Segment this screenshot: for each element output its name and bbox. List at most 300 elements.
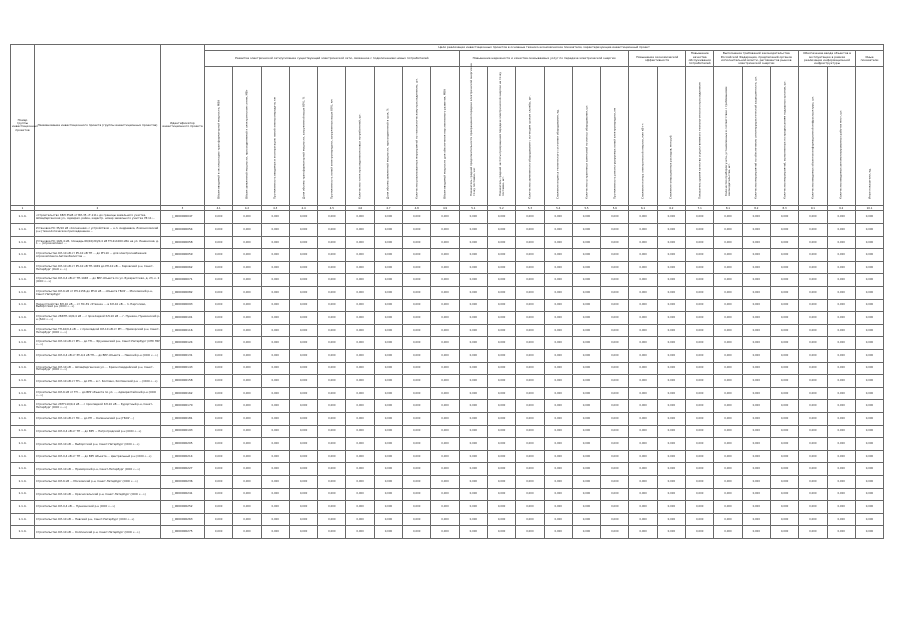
row-value-cell: 0,000: [714, 312, 742, 325]
row-value-cell: 0,000: [544, 387, 572, 400]
column-number: 1: [11, 206, 35, 211]
row-value-cell: 0,000: [346, 274, 374, 287]
row-value-cell: 0,000: [629, 274, 657, 287]
group-header: Обеспечение ввода объектов в эксплуатацию в рамках реализации информационной инфраструктуры: [799, 51, 856, 67]
row-value-cell: 0,000: [770, 375, 798, 388]
row-value-cell: 0,000: [403, 450, 431, 463]
row-value-cell: 0,000: [601, 249, 629, 262]
group-header: Развитие электрической сети/усиление существующей электрической сети, связанное с подключением новых потребителей: [205, 51, 460, 67]
row-project-id: J_0000000227: [161, 463, 205, 476]
row-value-cell: 0,000: [799, 438, 827, 451]
indicator-header: [629, 67, 657, 206]
row-value-cell: 0,000: [431, 513, 459, 526]
row-value-cell: 0,000: [261, 261, 289, 274]
row-value-cell: 0,000: [827, 337, 855, 350]
column-number: 5.4: [544, 206, 572, 211]
row-value-cell: 0,000: [770, 463, 798, 476]
row-project-name: Строительство КЛ-0,4 кВ от ТП-1048 ... до ВРУ объекта по ул. Бухарестская, д. 23, к. 2 (ООО «...»): [35, 274, 161, 287]
row-value-cell: 0,000: [374, 501, 402, 514]
row-value-cell: 0,000: [431, 324, 459, 337]
row-value-cell: 0,000: [544, 249, 572, 262]
row-value-cell: 0,000: [374, 387, 402, 400]
row-value-cell: 0,000: [431, 475, 459, 488]
row-value-cell: 0,000: [799, 375, 827, 388]
row-group-number: 1.1.4.: [11, 400, 35, 413]
row-project-name: Строительство КЛ-10 кВ ... Колпинский р-н, Санкт-Петербург (ООО «...»): [35, 526, 161, 539]
group-header: Иные показатели: [855, 51, 883, 67]
row-value-cell: 0,000: [487, 249, 515, 262]
row-value-cell: 0,000: [572, 400, 600, 413]
row-value-cell: 0,000: [657, 324, 685, 337]
row-value-cell: 0,000: [233, 324, 261, 337]
row-value-cell: 0,000: [827, 261, 855, 274]
row-project-id: J_0000000058: [161, 236, 205, 249]
row-value-cell: 0,000: [459, 324, 487, 337]
row-value-cell: 0,000: [686, 375, 714, 388]
row-value-cell: 0,000: [714, 249, 742, 262]
row-value-cell: 0,000: [601, 350, 629, 363]
row-value-cell: 0,000: [799, 337, 827, 350]
row-value-cell: 0,000: [657, 387, 685, 400]
row-value-cell: 0,000: [686, 438, 714, 451]
row-value-cell: 0,000: [686, 501, 714, 514]
row-value-cell: 0,000: [516, 287, 544, 300]
row-project-name: Строительство КЛ-10 кВ от РУ-10 кВ ТП ... до РП-10 ... для электроснабжения Агрокомплекса Автомобилистов ...: [35, 249, 161, 262]
row-value-cell: 0,000: [601, 463, 629, 476]
row-value-cell: 0,000: [346, 425, 374, 438]
row-group-number: 1.1.4.: [11, 236, 35, 249]
row-value-cell: 0,000: [205, 312, 233, 325]
row-value-cell: 0,000: [714, 526, 742, 539]
row-value-cell: 0,000: [205, 224, 233, 237]
row-value-cell: 0,000: [431, 287, 459, 300]
row-value-cell: 0,000: [487, 412, 515, 425]
row-value-cell: 0,000: [855, 299, 883, 312]
top-header: Цели реализации инвестиционных проектов в основные технико-экономические показатели, характеризующие инвестиционный проект: [205, 45, 884, 51]
row-value-cell: 0,000: [374, 526, 402, 539]
row-value-cell: 0,000: [374, 475, 402, 488]
row-value-cell: 0,000: [714, 387, 742, 400]
row-group-number: 1.1.4.: [11, 362, 35, 375]
row-value-cell: 0,000: [799, 261, 827, 274]
row-value-cell: 0,000: [233, 450, 261, 463]
indicator-header: [657, 67, 685, 206]
row-value-cell: 0,000: [544, 274, 572, 287]
column-number: 8.3: [770, 206, 798, 211]
row-value-cell: 0,000: [318, 526, 346, 539]
row-value-cell: 0,000: [431, 412, 459, 425]
row-value-cell: 0,000: [205, 513, 233, 526]
row-value-cell: 0,000: [261, 224, 289, 237]
row-value-cell: 0,000: [629, 438, 657, 451]
row-value-cell: 0,000: [431, 450, 459, 463]
row-value-cell: 0,000: [657, 236, 685, 249]
row-value-cell: 0,000: [318, 249, 346, 262]
row-value-cell: 0,000: [431, 211, 459, 224]
row-value-cell: 0,000: [516, 350, 544, 363]
row-value-cell: 0,000: [742, 362, 770, 375]
row-value-cell: 0,000: [799, 526, 827, 539]
row-group-number: 1.1.4.: [11, 438, 35, 451]
row-value-cell: 0,000: [318, 463, 346, 476]
row-value-cell: 0,000: [686, 450, 714, 463]
row-value-cell: 0,000: [346, 438, 374, 451]
row-value-cell: 0,000: [827, 350, 855, 363]
row-value-cell: 0,000: [516, 299, 544, 312]
row-value-cell: 0,000: [261, 425, 289, 438]
row-value-cell: 0,000: [205, 299, 233, 312]
row-value-cell: 0,000: [629, 488, 657, 501]
row-value-cell: 0,000: [374, 211, 402, 224]
row-value-cell: 0,000: [403, 337, 431, 350]
row-value-cell: 0,000: [516, 400, 544, 413]
row-value-cell: 0,000: [601, 236, 629, 249]
column-number: 5.3: [516, 206, 544, 211]
row-value-cell: 0,000: [374, 337, 402, 350]
indicator-header-text: Протяженность вводимых в эксплуатацию линий электропередачи, км: [272, 97, 277, 200]
row-value-cell: 0,000: [205, 488, 233, 501]
row-value-cell: 0,000: [799, 513, 827, 526]
row-value-cell: 0,000: [855, 501, 883, 514]
row-value-cell: 0,000: [205, 400, 233, 413]
row-value-cell: 0,000: [629, 362, 657, 375]
row-value-cell: 0,000: [516, 488, 544, 501]
row-value-cell: 0,000: [346, 375, 374, 388]
row-value-cell: 0,000: [742, 526, 770, 539]
row-value-cell: 0,000: [431, 261, 459, 274]
row-value-cell: 0,000: [374, 463, 402, 476]
row-value-cell: 0,000: [572, 249, 600, 262]
row-value-cell: 0,000: [289, 425, 317, 438]
row-value-cell: 0,000: [799, 387, 827, 400]
row-value-cell: 0,000: [742, 211, 770, 224]
row-value-cell: 0,000: [261, 488, 289, 501]
row-value-cell: 0,000: [374, 400, 402, 413]
row-value-cell: 0,000: [261, 375, 289, 388]
row-value-cell: 0,000: [318, 375, 346, 388]
row-value-cell: 0,000: [770, 526, 798, 539]
row-value-cell: 0,000: [289, 463, 317, 476]
row-value-cell: 0,000: [459, 249, 487, 262]
row-group-number: 1.1.4.: [11, 324, 35, 337]
row-value-cell: 0,000: [289, 400, 317, 413]
row-group-number: 1.1.4.: [11, 450, 35, 463]
table-row: [11, 350, 884, 363]
row-value-cell: 0,000: [714, 324, 742, 337]
row-value-cell: 0,000: [799, 488, 827, 501]
row-project-name: Строительство КЛ-6 кВ от ТП ... до ВРУ объекта по ул. ..., Адмиралтейский р-н (ООО «...»): [35, 387, 161, 400]
row-value-cell: 0,000: [346, 463, 374, 476]
indicator-header-text: Показатель средней частоты прекращения передачи электрической энергии на точку поставки, шт.: [497, 72, 505, 197]
row-value-cell: 0,000: [601, 412, 629, 425]
row-value-cell: 0,000: [487, 425, 515, 438]
table-row: [11, 526, 884, 539]
group-header: Повышение надежности и качества оказываемых услуг по передаче электрической энергии: [459, 51, 629, 67]
indicator-header-text: Количество устраненных замечаний по износу оборудования, шт.: [583, 104, 588, 200]
row-value-cell: 0,000: [516, 438, 544, 451]
row-value-cell: 0,000: [346, 299, 374, 312]
row-value-cell: 0,000: [572, 526, 600, 539]
indicator-header-text: Иные показатели, ед.: [866, 168, 871, 200]
row-value-cell: 0,000: [374, 425, 402, 438]
row-value-cell: 0,000: [346, 249, 374, 262]
row-project-id: J_0000000059: [161, 249, 205, 262]
row-value-cell: 0,000: [346, 312, 374, 325]
indicator-header-text: Снижение индекса технического состояния оборудования, ед.: [555, 109, 560, 200]
table-row: [11, 400, 884, 413]
table-row: [11, 513, 884, 526]
column-number: 5.2: [487, 206, 515, 211]
row-value-cell: 0,000: [657, 526, 685, 539]
row-value-cell: 0,000: [601, 501, 629, 514]
row-value-cell: 0,000: [516, 312, 544, 325]
row-value-cell: 0,000: [827, 249, 855, 262]
row-value-cell: 0,000: [544, 261, 572, 274]
row-value-cell: 0,000: [686, 324, 714, 337]
row-value-cell: 0,000: [318, 475, 346, 488]
row-value-cell: 0,000: [289, 513, 317, 526]
row-value-cell: 0,000: [233, 438, 261, 451]
row-value-cell: 0,000: [827, 375, 855, 388]
row-value-cell: 0,000: [318, 425, 346, 438]
row-value-cell: 0,000: [572, 387, 600, 400]
row-group-number: 1.1.4.: [11, 526, 35, 539]
row-value-cell: 0,000: [601, 324, 629, 337]
row-value-cell: 0,000: [827, 463, 855, 476]
row-project-name: Строительство ТП-10/0,4 кВ ... с прокладкой КЛ-10 кВ от РП ... Приморский р-н, Санкт-Петербург (ООО «...»): [35, 324, 161, 337]
row-value-cell: 0,000: [289, 211, 317, 224]
row-project-id: J_0000000170: [161, 400, 205, 413]
row-value-cell: 0,000: [431, 362, 459, 375]
row-value-cell: 0,000: [487, 236, 515, 249]
row-value-cell: 0,000: [459, 412, 487, 425]
column-number: 4.8: [403, 206, 431, 211]
row-value-cell: 0,000: [544, 438, 572, 451]
row-value-cell: 0,000: [487, 224, 515, 237]
row-value-cell: 0,000: [516, 249, 544, 262]
row-value-cell: 0,000: [657, 400, 685, 413]
row-value-cell: 0,000: [289, 224, 317, 237]
column-number: 4.7: [374, 206, 402, 211]
row-value-cell: 0,000: [233, 526, 261, 539]
row-value-cell: 0,000: [261, 287, 289, 300]
row-value-cell: 0,000: [403, 324, 431, 337]
indicator-header-text: Протяженность линий электропередачи, загруженных выше 80%, км: [329, 99, 334, 200]
row-value-cell: 0,000: [601, 513, 629, 526]
table-row: [11, 438, 884, 451]
row-value-cell: 0,000: [742, 274, 770, 287]
row-value-cell: 0,000: [346, 400, 374, 413]
row-value-cell: 0,000: [629, 312, 657, 325]
row-value-cell: 0,000: [233, 211, 261, 224]
row-value-cell: 0,000: [289, 501, 317, 514]
row-project-name: Строительство КЛ-10 кВ от РП-... до ТП-... Фрунзенский р-н, Санкт-Петербург (СПб ГБУ «...»): [35, 337, 161, 350]
row-value-cell: 0,000: [799, 463, 827, 476]
table-row: [11, 249, 884, 262]
row-value-cell: 0,000: [855, 375, 883, 388]
row-value-cell: 0,000: [403, 438, 431, 451]
row-value-cell: 0,000: [318, 312, 346, 325]
row-value-cell: 0,000: [261, 463, 289, 476]
row-value-cell: 0,000: [318, 287, 346, 300]
row-value-cell: 0,000: [233, 312, 261, 325]
row-value-cell: 0,000: [289, 312, 317, 325]
row-value-cell: 0,000: [289, 475, 317, 488]
row-value-cell: 0,000: [205, 412, 233, 425]
row-project-id: J_0000000071: [161, 274, 205, 287]
row-value-cell: 0,000: [629, 287, 657, 300]
row-value-cell: 0,000: [346, 224, 374, 237]
row-value-cell: 0,000: [572, 350, 600, 363]
row-value-cell: 0,000: [827, 362, 855, 375]
row-value-cell: 0,000: [686, 488, 714, 501]
row-value-cell: 0,000: [403, 513, 431, 526]
indicator-header: [403, 67, 431, 206]
row-value-cell: 0,000: [459, 475, 487, 488]
row-value-cell: 0,000: [601, 362, 629, 375]
indicator-header-text: Количество вводимых объектов информационной инфраструктуры, шт.: [810, 96, 815, 200]
indicator-header-text: Объем вводимой мощности для обеспечения перспективного развития, МВА: [442, 89, 447, 200]
row-project-id: J_0000000214: [161, 450, 205, 463]
row-value-cell: 0,000: [629, 249, 657, 262]
column-number: 9.2: [827, 206, 855, 211]
row-value-cell: 0,000: [544, 299, 572, 312]
row-project-id: J_0000000143: [161, 362, 205, 375]
row-group-number: 1.1.4.: [11, 488, 35, 501]
row-value-cell: 0,000: [233, 375, 261, 388]
row-value-cell: 0,000: [572, 513, 600, 526]
indicator-header-text: Доля объема трансформаторной мощности, загруженной выше 80%, %: [300, 97, 305, 200]
row-project-id: J_0000000131: [161, 350, 205, 363]
row-value-cell: 0,000: [742, 513, 770, 526]
row-value-cell: 0,000: [770, 287, 798, 300]
indicator-header: [459, 63, 487, 206]
row-value-cell: 0,000: [686, 312, 714, 325]
row-value-cell: 0,000: [601, 475, 629, 488]
row-value-cell: 0,000: [233, 513, 261, 526]
row-project-name: Строительство КЛ-0,4 кВ от РУ-0,4 кВ ТП-... до ВРУ объекта ... Невский р-н (ООО «...»): [35, 350, 161, 363]
row-value-cell: 0,000: [742, 501, 770, 514]
row-value-cell: 0,000: [205, 274, 233, 287]
row-value-cell: 0,000: [516, 501, 544, 514]
row-value-cell: 0,000: [657, 312, 685, 325]
row-value-cell: 0,000: [289, 375, 317, 388]
row-group-number: 1.1.4.: [11, 350, 35, 363]
row-group-number: 1.1.4.: [11, 312, 35, 325]
row-value-cell: 0,000: [289, 450, 317, 463]
row-value-cell: 0,000: [770, 337, 798, 350]
row-value-cell: 0,000: [657, 463, 685, 476]
row-value-cell: 0,000: [431, 387, 459, 400]
row-value-cell: 0,000: [770, 249, 798, 262]
row-value-cell: 0,000: [799, 362, 827, 375]
indicator-header: [205, 67, 233, 206]
row-value-cell: 0,000: [770, 362, 798, 375]
row-value-cell: 0,000: [459, 513, 487, 526]
row-value-cell: 0,000: [855, 324, 883, 337]
row-value-cell: 0,000: [572, 224, 600, 237]
indicator-header: [572, 67, 600, 206]
row-value-cell: 0,000: [318, 337, 346, 350]
row-value-cell: 0,000: [770, 438, 798, 451]
indicator-header: [289, 67, 317, 206]
row-value-cell: 0,000: [544, 475, 572, 488]
table-row: [11, 261, 884, 274]
row-value-cell: 0,000: [799, 400, 827, 413]
column-number: 9.1: [799, 206, 827, 211]
indicator-header-text: Количество приборов учета, установленных в соответствии с требованиями законодательства, шт.: [723, 86, 731, 197]
row-value-cell: 0,000: [714, 412, 742, 425]
row-value-cell: 0,000: [403, 501, 431, 514]
row-value-cell: 0,000: [431, 299, 459, 312]
row-value-cell: 0,000: [205, 526, 233, 539]
row-value-cell: 0,000: [289, 249, 317, 262]
row-project-name: Строительство КЛ-10 кВ от ПС ... до РП ... Калининский р-н (ГБОУ ...): [35, 412, 161, 425]
row-value-cell: 0,000: [318, 488, 346, 501]
group-header: Повышение качества обслуживания потребителей: [686, 51, 714, 67]
row-group-number: 1.1.4.: [11, 211, 35, 224]
row-value-cell: 0,000: [770, 501, 798, 514]
indicator-header: [770, 67, 798, 206]
row-value-cell: 0,000: [289, 350, 317, 363]
column-number: 4.3: [261, 206, 289, 211]
row-value-cell: 0,000: [742, 387, 770, 400]
table-row: [11, 274, 884, 287]
row-value-cell: 0,000: [657, 299, 685, 312]
row-value-cell: 0,000: [487, 375, 515, 388]
row-value-cell: 0,000: [233, 475, 261, 488]
row-project-id: J_0000000193: [161, 425, 205, 438]
row-value-cell: 0,000: [346, 261, 374, 274]
row-value-cell: 0,000: [233, 287, 261, 300]
row-value-cell: 0,000: [544, 400, 572, 413]
row-value-cell: 0,000: [403, 350, 431, 363]
row-value-cell: 0,000: [403, 211, 431, 224]
row-value-cell: 0,000: [827, 236, 855, 249]
row-value-cell: 0,000: [855, 450, 883, 463]
row-value-cell: 0,000: [487, 450, 515, 463]
row-project-name: Строительство КЛ-0,4 кВ от ТП ... до ВРУ объекта ... Центральный р-н (ООО «...»): [35, 450, 161, 463]
row-value-cell: 0,000: [374, 236, 402, 249]
row-value-cell: 0,000: [770, 488, 798, 501]
row-value-cell: 0,000: [403, 312, 431, 325]
row-value-cell: 0,000: [374, 350, 402, 363]
row-value-cell: 0,000: [205, 261, 233, 274]
row-value-cell: 0,000: [544, 224, 572, 237]
row-value-cell: 0,000: [233, 299, 261, 312]
row-value-cell: 0,000: [770, 400, 798, 413]
row-value-cell: 0,000: [431, 312, 459, 325]
row-value-cell: 0,000: [657, 425, 685, 438]
row-value-cell: 0,000: [289, 412, 317, 425]
row-value-cell: 0,000: [516, 375, 544, 388]
row-value-cell: 0,000: [686, 350, 714, 363]
row-value-cell: 0,000: [657, 350, 685, 363]
row-value-cell: 0,000: [601, 224, 629, 237]
row-value-cell: 0,000: [827, 488, 855, 501]
row-value-cell: 0,000: [855, 224, 883, 237]
row-value-cell: 0,000: [572, 450, 600, 463]
row-value-cell: 0,000: [770, 475, 798, 488]
row-value-cell: 0,000: [855, 513, 883, 526]
indicator-header: [742, 67, 770, 206]
row-value-cell: 0,000: [346, 324, 374, 337]
row-value-cell: 0,000: [657, 450, 685, 463]
row-value-cell: 0,000: [601, 387, 629, 400]
row-project-name: Строительство КЛ-6 кВ от РП-1156 до РП-6 кВ ... объекта ГБОУ ... Московский р-н, Санкт-Петербург: [35, 287, 161, 300]
row-value-cell: 0,000: [233, 274, 261, 287]
row-value-cell: 0,000: [827, 412, 855, 425]
